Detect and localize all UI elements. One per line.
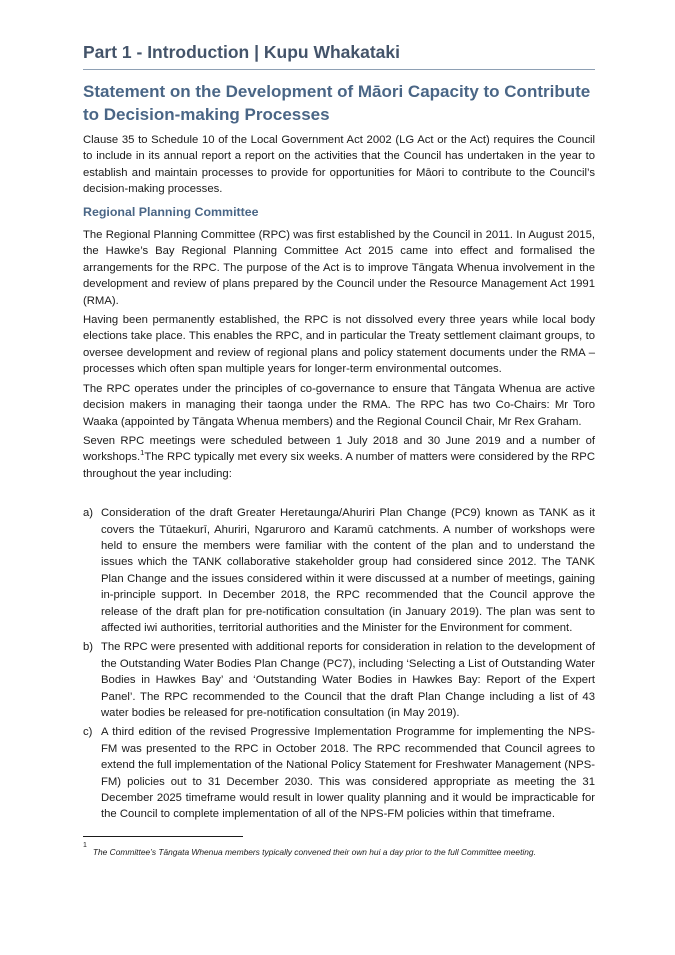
footnote-divider bbox=[83, 836, 243, 837]
list-marker: c) bbox=[83, 726, 93, 739]
list-item-text: A third edition of the revised Progressive Implementation Programme for implementing the NPS-FM was presented to the RPC in October 2018. The RPC recommended that Council agrees to extend the full implementation of the National Policy Statement for Freshwater Management (NPS-FM) policies out to 31 December 2030. This was considered appropriate as meeting the 31 December 2025 timeframe would result in lower quality planning and it would be impracticable for the Council to complete implementation of all of the NPS-FM policies within that timeframe. bbox=[101, 726, 595, 821]
rpc-paragraph-4 bbox=[83, 433, 595, 482]
list-item bbox=[83, 639, 595, 721]
section-title: Statement on the Development of Māori Capacity to Contribute to Decision-making Processes bbox=[83, 82, 591, 124]
rpc-paragraph-3: The RPC operates under the principles of co-governance to ensure that Tāngata Whenua are active decision makers in managing their taonga under the RMA. The RPC has two Co-Chairs: Mr Toro Waaka (appointed by Tāngata Whenua members) and the Regional Council Chair, Mr Rex Graham. bbox=[83, 382, 595, 428]
spacer bbox=[83, 485, 595, 505]
rpc-paragraph-2: Having been permanently established, the RPC is not dissolved every three years while local body elections take place. This enables the RPC, and in particular the Treaty settlement claimant groups, to oversee development and review of regional plans and policy statement documents under the RMA – processes which often span multiple years for longer-term environmental outcomes. bbox=[83, 314, 595, 376]
list-item-text: The RPC were presented with additional reports for consideration in relation to the development of the Outstanding Water Bodies Plan Change (PC7), including ‘Selecting a List of Outstanding Water Bodies in Hawkes Bay’ and ‘Outstanding Water Bodies in Hawkes Bay: Report of the Expert Panel’. The RPC recommended to the Council that the draft Plan Change including a list of 43 water bodies be released for pre-notification consultation (in May 2019). bbox=[101, 641, 595, 719]
rpc-heading: Regional Planning Committee bbox=[83, 204, 259, 219]
rpc-paragraph-1: The Regional Planning Committee (RPC) was first established by the Council in 2011. In August 2015, the Hawke’s Bay Regional Planning Committee Act 2015 came into effect and formalised the arrangements for the RPC. The purpose of the Act is to improve Tāngata Whenua involvement in the development and review of plans prepared by the Council under the Resource Management Act 1991 (RMA). bbox=[83, 229, 595, 307]
list-item bbox=[83, 505, 595, 636]
rpc-paragraph-4-start: Seven RPC meetings were scheduled between 1 July 2018 and 30 June 2019 and a number of workshops. bbox=[83, 434, 595, 464]
footnote bbox=[83, 842, 603, 858]
footnote-reference[interactable]: 1 bbox=[140, 448, 145, 458]
list-item bbox=[83, 724, 595, 822]
footnote-text: The Committee’s Tāngata Whenua members typically convened their own hui a day prior to the full Committee meeting. bbox=[92, 847, 536, 857]
part-title: Part 1 - Introduction | Kupu Whakataki bbox=[83, 42, 595, 70]
rpc-paragraph-4-end: The RPC typically met every six weeks. A number of matters were considered by the RPC throughout the year including: bbox=[83, 451, 595, 480]
list-marker: b) bbox=[83, 641, 94, 654]
list-item-text: Consideration of the draft Greater Heretaunga/Ahuriri Plan Change (PC9) known as TANK as it covers the Tūtaekurī, Ahuriri, Ngaruroro and Karamū catchments. A number of workshops were held to ensure the members were familiar with the content of the plan and to understand the issues which the TANK collaborative stakeholder group had considered since 2012. The TANK Plan Change and the issues considered within it were discussed at a number of meetings, gaining in-principle support. In December 2018, the RPC recommended that the Council approve the release of the draft plan for pre-notification consultation (in January 2019). The plan was sent to affected iwi authorities, territorial authorities and the Minister for the Environment for comment. bbox=[101, 507, 595, 634]
footnote-number: 1 bbox=[83, 842, 87, 849]
intro-paragraph: Clause 35 to Schedule 10 of the Local Government Act 2002 (LG Act or the Act) requires the Council to include in its annual report a report on the activities that the Council has undertaken in the year to establish and maintain processes to provide for opportunities for Māori to contribute to the Council’s decision-making processes. bbox=[83, 134, 595, 196]
body-content bbox=[83, 132, 595, 826]
list-marker: a) bbox=[83, 507, 94, 520]
